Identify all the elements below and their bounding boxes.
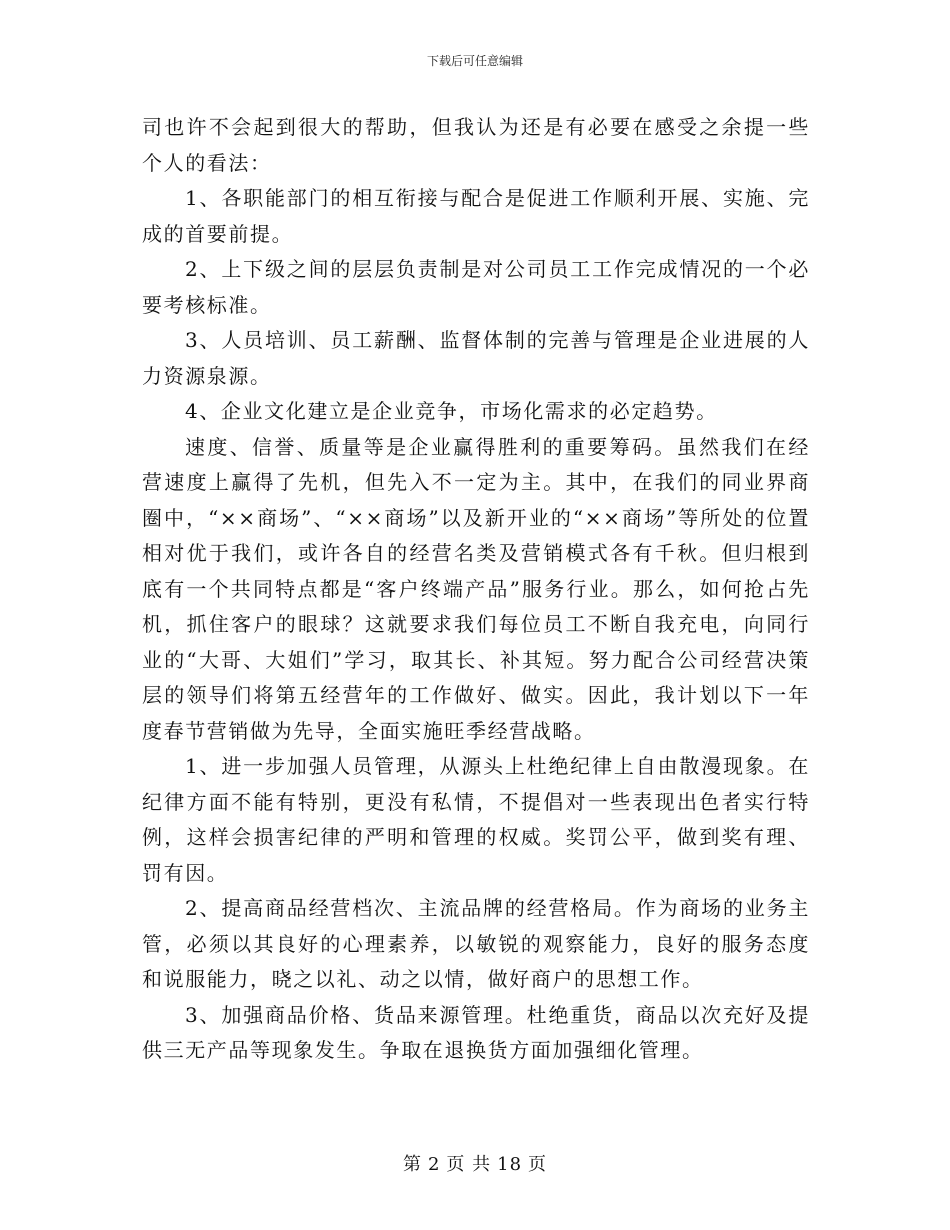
page-header: 下载后可任意编辑	[426, 54, 523, 68]
paragraph: 3、加强商品价格、货品来源管理。杜绝重货，商品以次充好及提供三无产品等现象发生。争取在退换货方面加强细化管理。	[142, 1002, 810, 1062]
document-body	[142, 110, 810, 1069]
footer-suffix: 页	[528, 1154, 548, 1175]
footer-prefix: 第	[402, 1154, 422, 1175]
paragraph: 速度、信誉、质量等是企业赢得胜利的重要筹码。虽然我们在经营速度上赢得了先机，但先入不一定为主。其中，在我们的同业界商圈中，“××商场”、“××商场”以及新开业的“××商场”等所处的位置相对优于我们，或许各自的经营名类及营销模式各有千秋。但归根到底有一个共同特点都是“客户终端产品”服务行业。那么，如何抢占先机，抓住客户的眼球？这就要求我们每位员工不断自我充电，向同行业的“大哥、大姐们”学习，取其长、补其短。努力配合公司经营决策层的领导们将第五经营年的工作做好、做实。因此，我计划以下一年度春节营销做为先导，全面实施旺季经营战略。	[142, 434, 810, 743]
paragraph: 1、进一步加强人员管理，从源头上杜绝纪律上自由散漫现象。在纪律方面不能有特别，更没有私情，不提倡对一些表现出色者实行特例，这样会损害纪律的严明和管理的权威。奖罚公平，做到奖有理、罚有因。	[142, 754, 810, 885]
paragraph: 4、企业文化建立是企业竞争，市场化需求的必定趋势。	[185, 399, 718, 423]
paragraph: 1、各职能部门的相互衔接与配合是促进工作顺利开展、实施、完成的首要前提。	[142, 186, 810, 246]
page-footer	[0, 1154, 950, 1176]
paragraph: 司也许不会起到很大的帮助，但我认为还是有必要在感受之余提一些个人的看法：	[142, 115, 810, 175]
footer-middle: 页 共	[446, 1154, 492, 1175]
paragraph: 2、上下级之间的层层负责制是对公司员工工作完成情况的一个必要考核标准。	[142, 257, 810, 317]
paragraph: 3、人员培训、员工薪酬、监督体制的完善与管理是企业进展的人力资源泉源。	[142, 328, 810, 388]
paragraph: 2、提高商品经营档次、主流品牌的经营格局。作为商场的业务主管，必须以其良好的心理素养，以敏锐的观察能力，良好的服务态度和说服能力，晓之以礼、动之以情，做好商户的思想工作。	[142, 896, 810, 991]
page-number: 2	[427, 1154, 441, 1175]
total-pages: 18	[497, 1154, 523, 1175]
